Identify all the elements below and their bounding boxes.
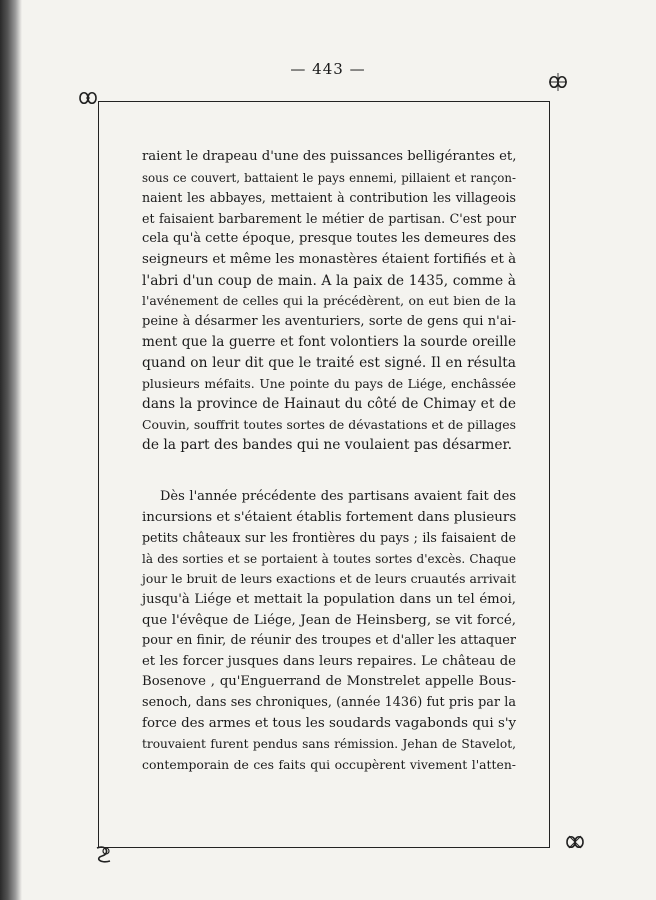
page-number: — 443 — — [290, 60, 366, 78]
text-line: cela qu'à cette époque, presque toutes les demeures des — [142, 231, 516, 247]
text-line: jusqu'à Liége et mettait la population dans un tel émoi, — [142, 591, 516, 607]
text-line: seigneurs et même les monastères étaient fortifiés et à — [142, 251, 517, 267]
flourish-icon — [563, 830, 587, 854]
text-line: Dès l'année précédente des partisans avaient fait des — [160, 489, 516, 504]
flourish-icon — [546, 70, 570, 94]
scan-shadow-edge — [0, 0, 22, 900]
text-line: quand on leur dit que le traité est signé. Il en résulta — [142, 354, 516, 371]
text-line: sous ce couvert, battaient le pays ennemi, pillaient et rançon- — [142, 170, 516, 185]
text-line: plusieurs méfaits. Une pointe du pays de Liége, enchâssée — [142, 375, 516, 391]
text-line: et les forcer jusques dans leurs repaires. Le château de — [142, 653, 516, 669]
text-line: ment que la guerre et font volontiers la sourde oreille — [142, 334, 516, 351]
text-line: incursions et s'étaient établis fortement dans plusieurs — [142, 509, 517, 525]
text-line: l'avénement de celles qui la précédèrent, on eut bien de la — [142, 293, 516, 309]
text-line: force des armes et tous les soudards vagabonds qui s'y — [142, 715, 517, 731]
text-line: et faisaient barbarement le métier de partisan. C'est pour — [142, 210, 516, 226]
text-line: naient les abbayes, mettaient à contribution les villageois — [142, 190, 516, 206]
flourish-icon — [92, 842, 116, 866]
text-line: de la part des bandes qui ne voulaient pas désarmer. — [142, 437, 512, 454]
text-line: peine à désarmer les aventuriers, sorte de gens qui n'ai- — [142, 313, 516, 329]
text-line: dans la province de Hainaut du côté de Chimay et de — [142, 396, 516, 413]
text-line: que l'évêque de Liége, Jean de Heinsberg, se vit forcé, — [142, 612, 516, 628]
text-line: senoch, dans ses chroniques, (année 1436) fut pris par la — [142, 694, 516, 710]
flourish-icon — [76, 86, 100, 110]
text-line: trouvaient furent pendus sans rémission. Jehan de Stavelot, — [142, 737, 516, 752]
text-line: pour en finir, de réunir des troupes et d'aller les attaquer — [142, 633, 516, 649]
text-line: raient le drapeau d'une des puissances belligérantes et, — [142, 149, 517, 164]
text-line: jour le bruit de leurs exactions et de leurs cruautés arrivait — [142, 571, 516, 587]
text-line: petits châteaux sur les frontières du pays ; ils faisaient de — [142, 530, 516, 546]
text-line: contemporain de ces faits qui occupèrent vivement l'atten- — [142, 756, 516, 772]
text-line: Bosenove , qu'Enguerrand de Monstrelet appelle Bous- — [142, 674, 516, 690]
paragraph-2 — [142, 487, 516, 775]
text-line: l'abri d'un coup de main. A la paix de 1435, comme à — [142, 272, 516, 289]
paragraph-1 — [142, 147, 516, 456]
text-line: Couvin, souffrit toutes sortes de dévastations et de pillages — [142, 416, 516, 432]
text-line: là des sorties et se portaient à toutes sortes d'excès. Chaque — [142, 551, 516, 566]
